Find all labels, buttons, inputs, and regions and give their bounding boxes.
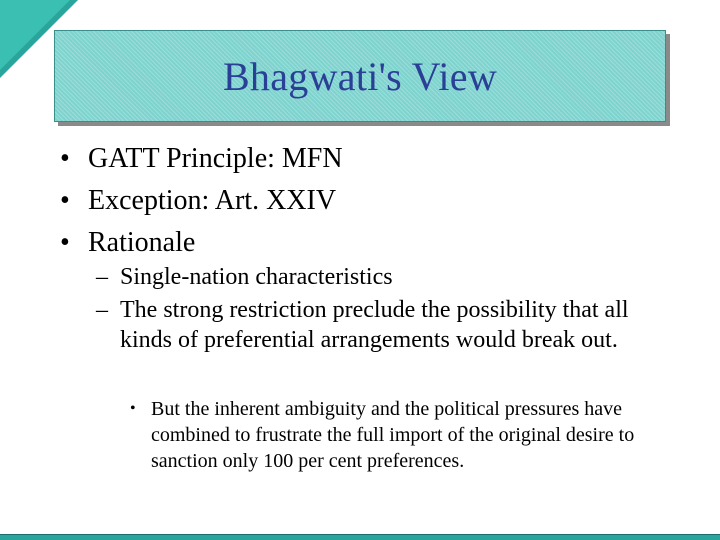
- bullet-glyph: •: [60, 143, 70, 174]
- title-box: [54, 30, 666, 122]
- bullet-text: GATT Principle: MFN: [88, 143, 343, 174]
- sub-sub-bullet-list: [130, 396, 660, 474]
- bullet-item: [60, 180, 343, 222]
- sub-sub-bullet-item: [130, 396, 660, 474]
- bottom-accent-bar: [0, 534, 720, 540]
- bullet-glyph: •: [130, 400, 136, 417]
- sub-bullet-text: The strong restriction preclude the possibility that all kinds of preferential arrangements would break out.: [120, 297, 629, 353]
- dash-glyph: –: [96, 264, 108, 290]
- bullet-text: Exception: Art. XXIV: [88, 185, 337, 216]
- slide-title: Bhagwati's View: [222, 53, 498, 99]
- bullet-text: Rationale: [88, 227, 196, 258]
- sub-bullet-item: [96, 295, 656, 355]
- bullet-glyph: •: [60, 185, 70, 216]
- bullet-item: [60, 222, 343, 264]
- sub-bullet-text: Single-nation characteristics: [120, 264, 393, 290]
- dash-glyph: –: [96, 297, 108, 323]
- bullet-glyph: •: [60, 227, 70, 258]
- sub-bullet-item: [96, 262, 656, 292]
- bullet-list: [60, 138, 343, 264]
- sub-bullet-list: [96, 262, 656, 355]
- bullet-item: [60, 138, 343, 180]
- sub-sub-bullet-text: But the inherent ambiguity and the political pressures have combined to frustrate the full import of the original desire to sanction only 100 per cent preferences.: [151, 398, 635, 472]
